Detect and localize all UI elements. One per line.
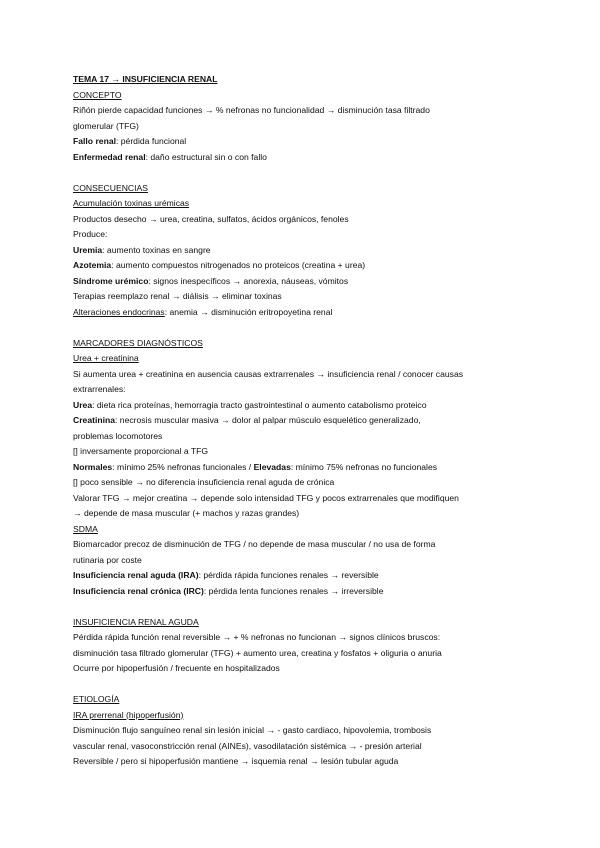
document-title: TEMA 17 → INSUFICIENCIA RENAL [73, 74, 218, 84]
definition-sindrome-uremico [73, 274, 533, 290]
definition-text: : signos inespecíficos → anorexia, náuseas, vómitos [148, 275, 349, 286]
spacer [73, 599, 533, 615]
definition-text: : aumento toxinas en sangre [102, 244, 211, 255]
spacer [73, 165, 533, 181]
definition-normales-elevadas [73, 460, 533, 476]
paragraph-line: [] poco sensible → no diferencia insuficiencia renal aguda de crónica [73, 477, 335, 487]
definition-fallo-renal [73, 134, 533, 150]
paragraph-line: Biomarcador precoz de disminución de TFG / no depende de masa muscular / no usa de forma [73, 539, 436, 549]
definition-text: : mínimo 75% nefronas no funcionales [290, 461, 438, 472]
term: Urea [73, 399, 93, 410]
paragraph-line: Disminución flujo sanguíneo renal sin lesión inicial → - gasto cardiaco, hipovolemia, trombosis [73, 725, 432, 735]
paragraph-line: disminución tasa filtrado glomerular (TFG) + aumento urea, creatina y fosfatos + oliguria o anuria [73, 647, 442, 658]
paragraph-line: Reversible / pero si hipoperfusión mantiene → isquemia renal → lesión tubular aguda [73, 756, 399, 766]
definition-uremia [73, 243, 533, 259]
term: Alteraciones endocrinas [73, 306, 165, 317]
subheading-urea-creatinina: Urea + creatinina [73, 353, 139, 363]
definition-text: : aumento compuestos nitrogenados no proteicos (creatina + urea) [111, 260, 366, 270]
definition-text: : daño estructural sin o con fallo [145, 151, 267, 162]
definition-text: : dieta rica proteínas, hemorragia tracto gastrointestinal o aumento catabolismo proteico [92, 399, 427, 410]
paragraph-line: → depende de masa muscular (+ machos y razas grandes) [73, 508, 300, 518]
paragraph-line: glomerular (TFG) [73, 120, 139, 131]
section-heading-etiologia: ETIOLOGÍA [73, 694, 120, 704]
paragraph-line: Terapias reemplazo renal → diálisis → eliminar toxinas [73, 291, 282, 301]
section-heading-concepto: CONCEPTO [73, 89, 122, 100]
definition-alteraciones-endocrinas [73, 305, 533, 321]
paragraph-line: [] inversamente proporcional a TFG [73, 446, 209, 456]
definition-azotemia [73, 258, 533, 274]
term: Azotemia [73, 260, 112, 270]
term: Uremia [73, 244, 103, 255]
definition-text: : necrosis muscular masiva → dolor al palpar músculo esquelético generalizado, [115, 415, 421, 425]
term: Normales [73, 461, 113, 472]
definition-irc [73, 584, 533, 600]
term: Síndrome urémico [73, 275, 149, 286]
term: Fallo renal [73, 136, 116, 146]
term: Insuficiencia renal aguda (IRA) [73, 570, 199, 580]
subheading-ira-prerrenal: IRA prerrenal (hipoperfusión) [73, 709, 184, 720]
spacer [73, 677, 533, 693]
paragraph-line: Pérdida rápida función renal reversible → + % nefronas no funcionan → signos clínicos bruscos: [73, 632, 441, 642]
paragraph-line: Valorar TFG → mejor creatina → depende solo intensidad TFG y pocos extrarrenales que modifiquen [73, 492, 459, 503]
definition-enfermedad-renal [73, 150, 533, 166]
definition-text: : mínimo 25% nefronas funcionales / [112, 461, 254, 472]
paragraph-line: Ocurre por hipoperfusión / frecuente en hospitalizados [73, 663, 280, 673]
definition-text: : pérdida lenta funciones renales → irreversible [203, 585, 384, 596]
definition-text: : pérdida rápida funciones renales → reversible [198, 570, 379, 580]
term: Creatinina [73, 415, 116, 425]
paragraph-line: rutinaria por coste [73, 554, 142, 565]
term: Insuficiencia renal crónica (IRC) [73, 585, 204, 596]
section-heading-marcadores: MARCADORES DIAGNÓSTICOS [73, 337, 203, 348]
section-heading-consecuencias: CONSECUENCIAS [73, 182, 148, 193]
paragraph-line: Riñón pierde capacidad funciones → % nefronas no funcionalidad → disminución tasa filtrado [73, 105, 430, 115]
term: Elevadas [253, 461, 291, 472]
paragraph-line: vascular renal, vasoconstricción renal (AINEs), vasodilatación sistémica → - presión arterial [73, 740, 422, 751]
definition-text: : pérdida funcional [115, 136, 187, 146]
definition-creatinina [73, 413, 533, 429]
document-page [73, 72, 533, 770]
paragraph-line: problemas locomotores [73, 430, 163, 441]
section-heading-ira: INSUFICIENCIA RENAL AGUDA [73, 616, 199, 627]
subheading-sdma: SDMA [73, 523, 98, 534]
paragraph-line: Produce: [73, 229, 108, 239]
definition-urea [73, 398, 533, 414]
subheading-toxinas: Acumulación toxinas urémicas [73, 198, 190, 208]
paragraph-line: extrarrenales: [73, 384, 126, 394]
paragraph-line: Si aumenta urea + creatinina en ausencia causas extrarrenales → insuficiencia renal / conocer causas [73, 368, 464, 379]
paragraph-line: Productos desecho → urea, creatina, sulfatos, ácidos orgánicos, fenoles [73, 213, 349, 224]
term: Enfermedad renal [73, 151, 146, 162]
definition-text: : anemia → disminución eritropoyetina renal [164, 306, 333, 317]
spacer [73, 320, 533, 336]
definition-ira [73, 568, 533, 584]
